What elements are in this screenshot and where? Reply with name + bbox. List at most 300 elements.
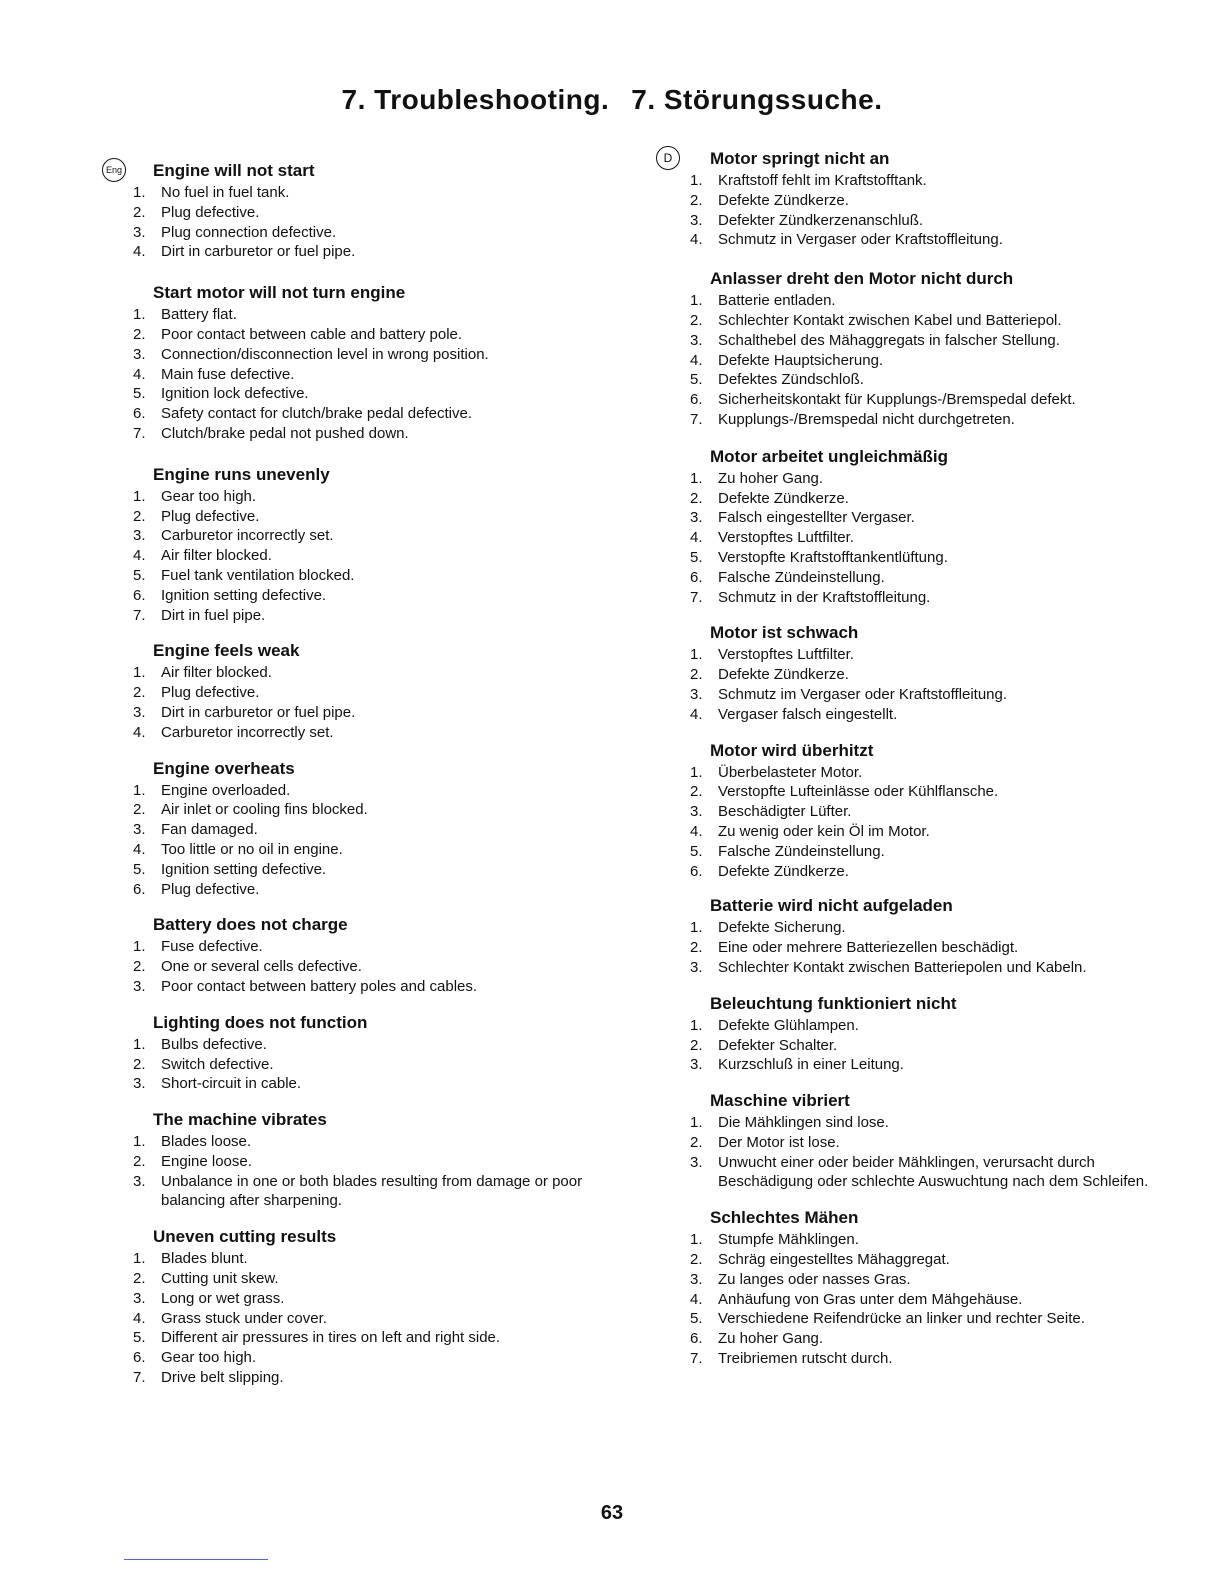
cause-list — [690, 469, 1170, 608]
troubleshooting-section — [690, 1207, 1170, 1369]
item-text: Poor contact between battery poles and cables. — [161, 977, 478, 995]
list-item — [690, 331, 1170, 351]
list-item — [690, 1153, 1170, 1193]
item-text: Poor contact between cable and battery pole. — [161, 325, 463, 343]
item-text: Fuse defective. — [161, 938, 263, 956]
list-item — [133, 487, 613, 507]
list-item — [690, 1055, 1170, 1075]
item-text: Defekte Glühlampen. — [718, 1016, 859, 1034]
item-number: 3. — [690, 958, 703, 976]
troubleshooting-section — [133, 1109, 613, 1211]
list-item — [133, 1152, 613, 1172]
item-number: 6. — [690, 1330, 703, 1348]
item-number: 1. — [133, 1035, 146, 1053]
item-number: 4. — [690, 822, 703, 840]
list-item — [133, 1289, 613, 1309]
list-item — [690, 588, 1170, 608]
troubleshooting-section — [133, 914, 613, 996]
item-text: Unwucht einer oder beider Mähklingen, verursacht durch Beschädigung oder schlechte Auswuchtung nach dem Schleifen. — [718, 1153, 1149, 1191]
item-text: Schlechter Kontakt zwischen Kabel und Batteriepol. — [718, 311, 1062, 329]
item-text: Engine overloaded. — [161, 781, 291, 799]
item-text: Verstopftes Luftfilter. — [718, 529, 854, 547]
list-item — [133, 683, 613, 703]
section-title: Lighting does not function — [153, 1012, 368, 1032]
list-item — [133, 606, 613, 626]
list-item — [133, 1269, 613, 1289]
troubleshooting-section — [690, 622, 1170, 724]
list-item — [690, 665, 1170, 685]
item-number: 2. — [133, 958, 146, 976]
list-item — [133, 424, 613, 444]
list-item — [690, 645, 1170, 665]
item-text: Engine loose. — [161, 1152, 252, 1170]
list-item — [690, 1270, 1170, 1290]
list-item — [133, 957, 613, 977]
item-text: Schmutz in Vergaser oder Kraftstoffleitung. — [718, 231, 1003, 249]
item-number: 1. — [690, 469, 703, 487]
item-number: 7. — [133, 1369, 146, 1387]
item-text: Plug defective. — [161, 203, 260, 221]
item-text: Schräg eingestelltes Mähaggregat. — [718, 1251, 950, 1269]
item-number: 3. — [690, 1270, 703, 1288]
item-number: 6. — [690, 862, 703, 880]
item-number: 3. — [690, 509, 703, 527]
list-item — [133, 781, 613, 801]
german-column — [690, 148, 1170, 1369]
item-number: 2. — [690, 666, 703, 684]
item-text: Long or wet grass. — [161, 1289, 285, 1307]
list-item — [690, 685, 1170, 705]
scan-artifact-line — [124, 1559, 268, 1560]
item-number: 5. — [133, 860, 146, 878]
item-text: No fuel in fuel tank. — [161, 184, 290, 201]
item-number: 1. — [133, 184, 146, 201]
list-item — [690, 1016, 1170, 1036]
list-item — [133, 800, 613, 820]
german-language-icon: D — [656, 146, 680, 170]
item-number: 5. — [690, 371, 703, 389]
item-number: 3. — [133, 1172, 146, 1190]
item-text: Drive belt slipping. — [161, 1369, 284, 1387]
list-item — [690, 528, 1170, 548]
item-text: Plug defective. — [161, 880, 260, 898]
troubleshooting-section — [133, 160, 613, 262]
item-number: 5. — [133, 1329, 146, 1347]
list-item — [690, 508, 1170, 528]
item-text: Eine oder mehrere Batteriezellen beschädigt. — [718, 939, 1019, 957]
item-number: 3. — [133, 223, 146, 241]
list-item — [690, 862, 1170, 882]
item-number: 5. — [690, 548, 703, 566]
item-text: Ignition setting defective. — [161, 860, 327, 878]
item-number: 2. — [133, 1055, 146, 1073]
item-number: 2. — [690, 489, 703, 507]
troubleshooting-section — [133, 464, 613, 626]
cause-list — [690, 1230, 1170, 1369]
section-title: Schlechtes Mähen — [710, 1208, 859, 1228]
item-number: 3. — [133, 345, 146, 363]
item-number: 1. — [133, 938, 146, 956]
section-title: Maschine vibriert — [710, 1091, 850, 1111]
item-text: Blades loose. — [161, 1133, 252, 1151]
list-item — [133, 1074, 613, 1094]
troubleshooting-section — [133, 640, 613, 742]
cause-list — [690, 291, 1170, 430]
list-item — [690, 802, 1170, 822]
item-number: 2. — [690, 1036, 703, 1054]
item-number: 4. — [690, 231, 703, 249]
section-title: Uneven cutting results — [153, 1227, 337, 1247]
item-number: 6. — [690, 391, 703, 409]
item-number: 1. — [690, 763, 703, 781]
list-item — [133, 663, 613, 683]
item-number: 7. — [133, 424, 146, 442]
troubleshooting-section — [133, 1226, 613, 1388]
item-text: Kurzschluß in einer Leitung. — [718, 1056, 904, 1074]
item-number: 6. — [133, 880, 146, 898]
list-item — [690, 410, 1170, 430]
cause-list — [690, 918, 1170, 977]
item-number: 4. — [690, 529, 703, 547]
list-item — [133, 384, 613, 404]
item-text: Gear too high. — [161, 487, 257, 505]
item-text: Bulbs defective. — [161, 1035, 267, 1053]
list-item — [133, 860, 613, 880]
item-text: Zu hoher Gang. — [718, 1330, 824, 1348]
list-item — [690, 489, 1170, 509]
item-number: 3. — [133, 527, 146, 545]
list-item — [133, 526, 613, 546]
item-number: 2. — [690, 311, 703, 329]
item-text: Clutch/brake pedal not pushed down. — [161, 424, 409, 442]
item-number: 2. — [133, 203, 146, 221]
item-text: Verstopfte Lufteinlässe oder Kühlflansche. — [718, 783, 999, 801]
item-number: 1. — [690, 172, 703, 189]
cause-list — [690, 1016, 1170, 1075]
list-item — [133, 1368, 613, 1388]
list-item — [133, 203, 613, 223]
item-number: 4. — [133, 1309, 146, 1327]
section-title: Engine runs unevenly — [153, 464, 330, 484]
item-number: 2. — [690, 1133, 703, 1151]
list-item — [690, 1290, 1170, 1310]
list-item — [690, 1036, 1170, 1056]
item-number: 7. — [690, 1350, 703, 1368]
list-item — [133, 977, 613, 997]
item-text: Schmutz in der Kraftstoffleitung. — [718, 588, 931, 606]
list-item — [690, 705, 1170, 725]
item-text: Defekter Zündkerzenanschluß. — [718, 211, 924, 229]
list-item — [690, 568, 1170, 588]
section-title: Motor springt nicht an — [710, 149, 890, 168]
item-text: Defekte Zündkerze. — [718, 666, 849, 684]
item-number: 1. — [133, 664, 146, 682]
item-number: 1. — [690, 292, 703, 310]
english-language-icon: Eng — [102, 158, 126, 182]
item-number: 3. — [133, 703, 146, 721]
list-item — [690, 469, 1170, 489]
cause-list — [133, 1249, 613, 1388]
item-text: Kraftstoff fehlt im Kraftstofftank. — [718, 172, 927, 189]
item-number: 4. — [133, 365, 146, 383]
item-text: Zu hoher Gang. — [718, 469, 824, 487]
item-text: Connection/disconnection level in wrong position. — [161, 345, 489, 363]
list-item — [690, 291, 1170, 311]
item-number: 5. — [690, 842, 703, 860]
item-text: Schlechter Kontakt zwischen Batteriepolen und Kabeln. — [718, 958, 1087, 976]
item-number: 4. — [690, 351, 703, 369]
item-number: 7. — [690, 588, 703, 606]
cause-list — [133, 1035, 613, 1094]
list-item — [690, 782, 1170, 802]
item-text: Different air pressures in tires on left and right side. — [161, 1329, 501, 1347]
item-number: 4. — [133, 243, 146, 261]
troubleshooting-section — [690, 446, 1170, 608]
item-text: Ignition lock defective. — [161, 385, 309, 403]
item-number: 3. — [690, 1056, 703, 1074]
list-item — [690, 351, 1170, 371]
list-item — [690, 548, 1170, 568]
list-item — [690, 1133, 1170, 1153]
list-item — [690, 958, 1170, 978]
item-number: 3. — [690, 803, 703, 821]
cause-list — [133, 183, 613, 262]
item-text: Dirt in carburetor or fuel pipe. — [161, 243, 356, 261]
item-text: Zu wenig oder kein Öl im Motor. — [718, 822, 930, 840]
item-number: 2. — [133, 325, 146, 343]
list-item — [133, 840, 613, 860]
list-item — [690, 390, 1170, 410]
item-text: Defekter Schalter. — [718, 1036, 838, 1054]
troubleshooting-section — [133, 282, 613, 444]
item-number: 3. — [133, 977, 146, 995]
item-text: Defekte Hauptsicherung. — [718, 351, 884, 369]
item-text: Defektes Zündschloß. — [718, 371, 864, 389]
item-text: Verschiedene Reifendrücke an linker und rechter Seite. — [718, 1310, 1085, 1328]
cause-list — [690, 763, 1170, 882]
item-number: 1. — [133, 487, 146, 505]
item-text: Verstopfte Kraftstofftankentlüftung. — [718, 548, 948, 566]
item-number: 2. — [133, 1270, 146, 1288]
item-text: Falsche Zündeinstellung. — [718, 842, 885, 860]
item-number: 6. — [133, 405, 146, 423]
item-number: 1. — [690, 1016, 703, 1034]
list-item — [133, 1055, 613, 1075]
list-item — [133, 305, 613, 325]
item-number: 1. — [690, 919, 703, 937]
item-text: Beschädigter Lüfter. — [718, 803, 852, 821]
item-text: Air filter blocked. — [161, 547, 272, 565]
troubleshooting-section — [690, 895, 1170, 977]
list-item — [133, 546, 613, 566]
item-text: Dirt in carburetor or fuel pipe. — [161, 703, 356, 721]
item-text: Überbelasteter Motor. — [718, 763, 863, 781]
item-text: Main fuse defective. — [161, 365, 295, 383]
item-text: Plug defective. — [161, 507, 260, 525]
list-item — [133, 1309, 613, 1329]
list-item — [690, 171, 1170, 191]
item-number: 1. — [690, 1114, 703, 1132]
item-number: 4. — [133, 840, 146, 858]
item-text: Air inlet or cooling fins blocked. — [161, 801, 368, 819]
list-item — [690, 1329, 1170, 1349]
cause-list — [690, 1113, 1170, 1192]
item-text: Defekte Sicherung. — [718, 919, 846, 937]
item-number: 6. — [690, 568, 703, 586]
item-number: 3. — [133, 1289, 146, 1307]
list-item — [133, 880, 613, 900]
cause-list — [133, 305, 613, 444]
section-title: Battery does not charge — [153, 915, 348, 935]
list-item — [690, 763, 1170, 783]
list-item — [690, 918, 1170, 938]
troubleshooting-section — [690, 740, 1170, 882]
list-item — [133, 1348, 613, 1368]
troubleshooting-section — [133, 758, 613, 900]
item-text: Anhäufung von Gras unter dem Mähgehäuse. — [718, 1290, 1023, 1308]
page-title-english: 7. Troubleshooting. — [341, 84, 610, 115]
list-item — [690, 1230, 1170, 1250]
cause-list — [133, 663, 613, 742]
list-item — [690, 311, 1170, 331]
list-item — [133, 1328, 613, 1348]
list-item — [133, 404, 613, 424]
item-text: Verstopftes Luftfilter. — [718, 646, 854, 664]
list-item — [690, 1250, 1170, 1270]
item-text: Kupplungs-/Bremspedal nicht durchgetreten. — [718, 410, 1015, 428]
item-text: Sicherheitskontakt für Kupplungs-/Bremspedal defekt. — [718, 391, 1076, 409]
cause-list — [133, 781, 613, 900]
item-text: Defekte Zündkerze. — [718, 489, 849, 507]
item-text: Schalthebel des Mähaggregats in falscher Stellung. — [718, 331, 1060, 349]
troubleshooting-section — [690, 148, 1170, 250]
list-item — [133, 723, 613, 743]
item-number: 6. — [133, 1349, 146, 1367]
section-title: Start motor will not turn engine — [153, 283, 406, 303]
section-title: Motor wird überhitzt — [710, 740, 874, 760]
cause-list — [690, 645, 1170, 724]
item-text: Fuel tank ventilation blocked. — [161, 566, 355, 584]
item-text: Dirt in fuel pipe. — [161, 606, 266, 624]
item-number: 1. — [690, 1231, 703, 1249]
item-text: Defekte Zündkerze. — [718, 191, 849, 209]
list-item — [133, 365, 613, 385]
section-title: Anlasser dreht den Motor nicht durch — [710, 269, 1014, 289]
item-number: 1. — [133, 781, 146, 799]
item-text: Defekte Zündkerze. — [718, 862, 849, 880]
item-text: Carburetor incorrectly set. — [161, 527, 334, 545]
item-number: 2. — [133, 801, 146, 819]
list-item — [133, 507, 613, 527]
cause-list — [133, 937, 613, 996]
item-text: Gear too high. — [161, 1349, 257, 1367]
section-title: Beleuchtung funktioniert nicht — [710, 993, 957, 1013]
list-item — [690, 370, 1170, 390]
list-item — [133, 1172, 613, 1212]
item-text: Zu langes oder nasses Gras. — [718, 1270, 911, 1288]
troubleshooting-section — [690, 268, 1170, 430]
item-number: 4. — [690, 1290, 703, 1308]
list-item — [690, 191, 1170, 211]
section-title: Motor arbeitet ungleichmäßig — [710, 446, 949, 466]
item-text: Carburetor incorrectly set. — [161, 723, 334, 741]
item-text: Fan damaged. — [161, 821, 258, 839]
item-number: 4. — [133, 723, 146, 741]
list-item — [133, 820, 613, 840]
item-number: 3. — [690, 685, 703, 703]
list-item — [690, 822, 1170, 842]
item-number: 1. — [133, 306, 146, 324]
item-number: 3. — [690, 1153, 703, 1171]
item-number: 2. — [690, 939, 703, 957]
section-title: The machine vibrates — [153, 1110, 327, 1130]
item-number: 2. — [133, 684, 146, 702]
item-text: Treibriemen rutscht durch. — [718, 1350, 893, 1368]
item-text: Short-circuit in cable. — [161, 1075, 302, 1093]
section-title: Engine will not start — [153, 161, 315, 180]
list-item — [133, 586, 613, 606]
item-number: 7. — [133, 606, 146, 624]
list-item — [133, 1132, 613, 1152]
cause-list — [133, 487, 613, 626]
item-number: 4. — [133, 547, 146, 565]
item-number: 6. — [133, 586, 146, 604]
section-title: Engine overheats — [153, 758, 295, 778]
page-number: 63 — [600, 1502, 624, 1524]
list-item — [133, 325, 613, 345]
item-number: 4. — [690, 705, 703, 723]
english-column — [133, 148, 613, 1388]
item-text: Blades blunt. — [161, 1250, 248, 1268]
list-item — [133, 345, 613, 365]
item-number: 3. — [690, 331, 703, 349]
item-text: Falsche Zündeinstellung. — [718, 568, 885, 586]
section-title: Batterie wird nicht aufgeladen — [710, 896, 953, 916]
item-text: One or several cells defective. — [161, 958, 362, 976]
list-item — [133, 242, 613, 262]
list-item — [133, 566, 613, 586]
list-item — [690, 842, 1170, 862]
item-text: Stumpfe Mähklingen. — [718, 1231, 859, 1249]
item-text: Vergaser falsch eingestellt. — [718, 705, 898, 723]
item-number: 5. — [133, 566, 146, 584]
item-text: Die Mähklingen sind lose. — [718, 1114, 889, 1132]
item-text: Falsch eingestellter Vergaser. — [718, 509, 915, 527]
item-text: Ignition setting defective. — [161, 586, 327, 604]
list-item — [133, 937, 613, 957]
list-item — [690, 938, 1170, 958]
item-text: Battery flat. — [161, 306, 237, 324]
item-text: Safety contact for clutch/brake pedal defective. — [161, 405, 473, 423]
list-item — [690, 1309, 1170, 1329]
item-text: Schmutz im Vergaser oder Kraftstoffleitung. — [718, 685, 1008, 703]
item-number: 2. — [690, 191, 703, 209]
list-item — [690, 1113, 1170, 1133]
item-text: Der Motor ist lose. — [718, 1133, 840, 1151]
item-text: Switch defective. — [161, 1055, 274, 1073]
item-number: 3. — [133, 821, 146, 839]
item-text: Batterie entladen. — [718, 292, 836, 310]
troubleshooting-section — [690, 1090, 1170, 1192]
cause-list — [133, 1132, 613, 1211]
list-item — [133, 223, 613, 243]
page-title — [0, 84, 1224, 116]
item-number: 7. — [690, 410, 703, 428]
list-item — [690, 1349, 1170, 1369]
item-number: 1. — [690, 646, 703, 664]
item-text: Plug defective. — [161, 684, 260, 702]
item-number: 2. — [690, 783, 703, 801]
